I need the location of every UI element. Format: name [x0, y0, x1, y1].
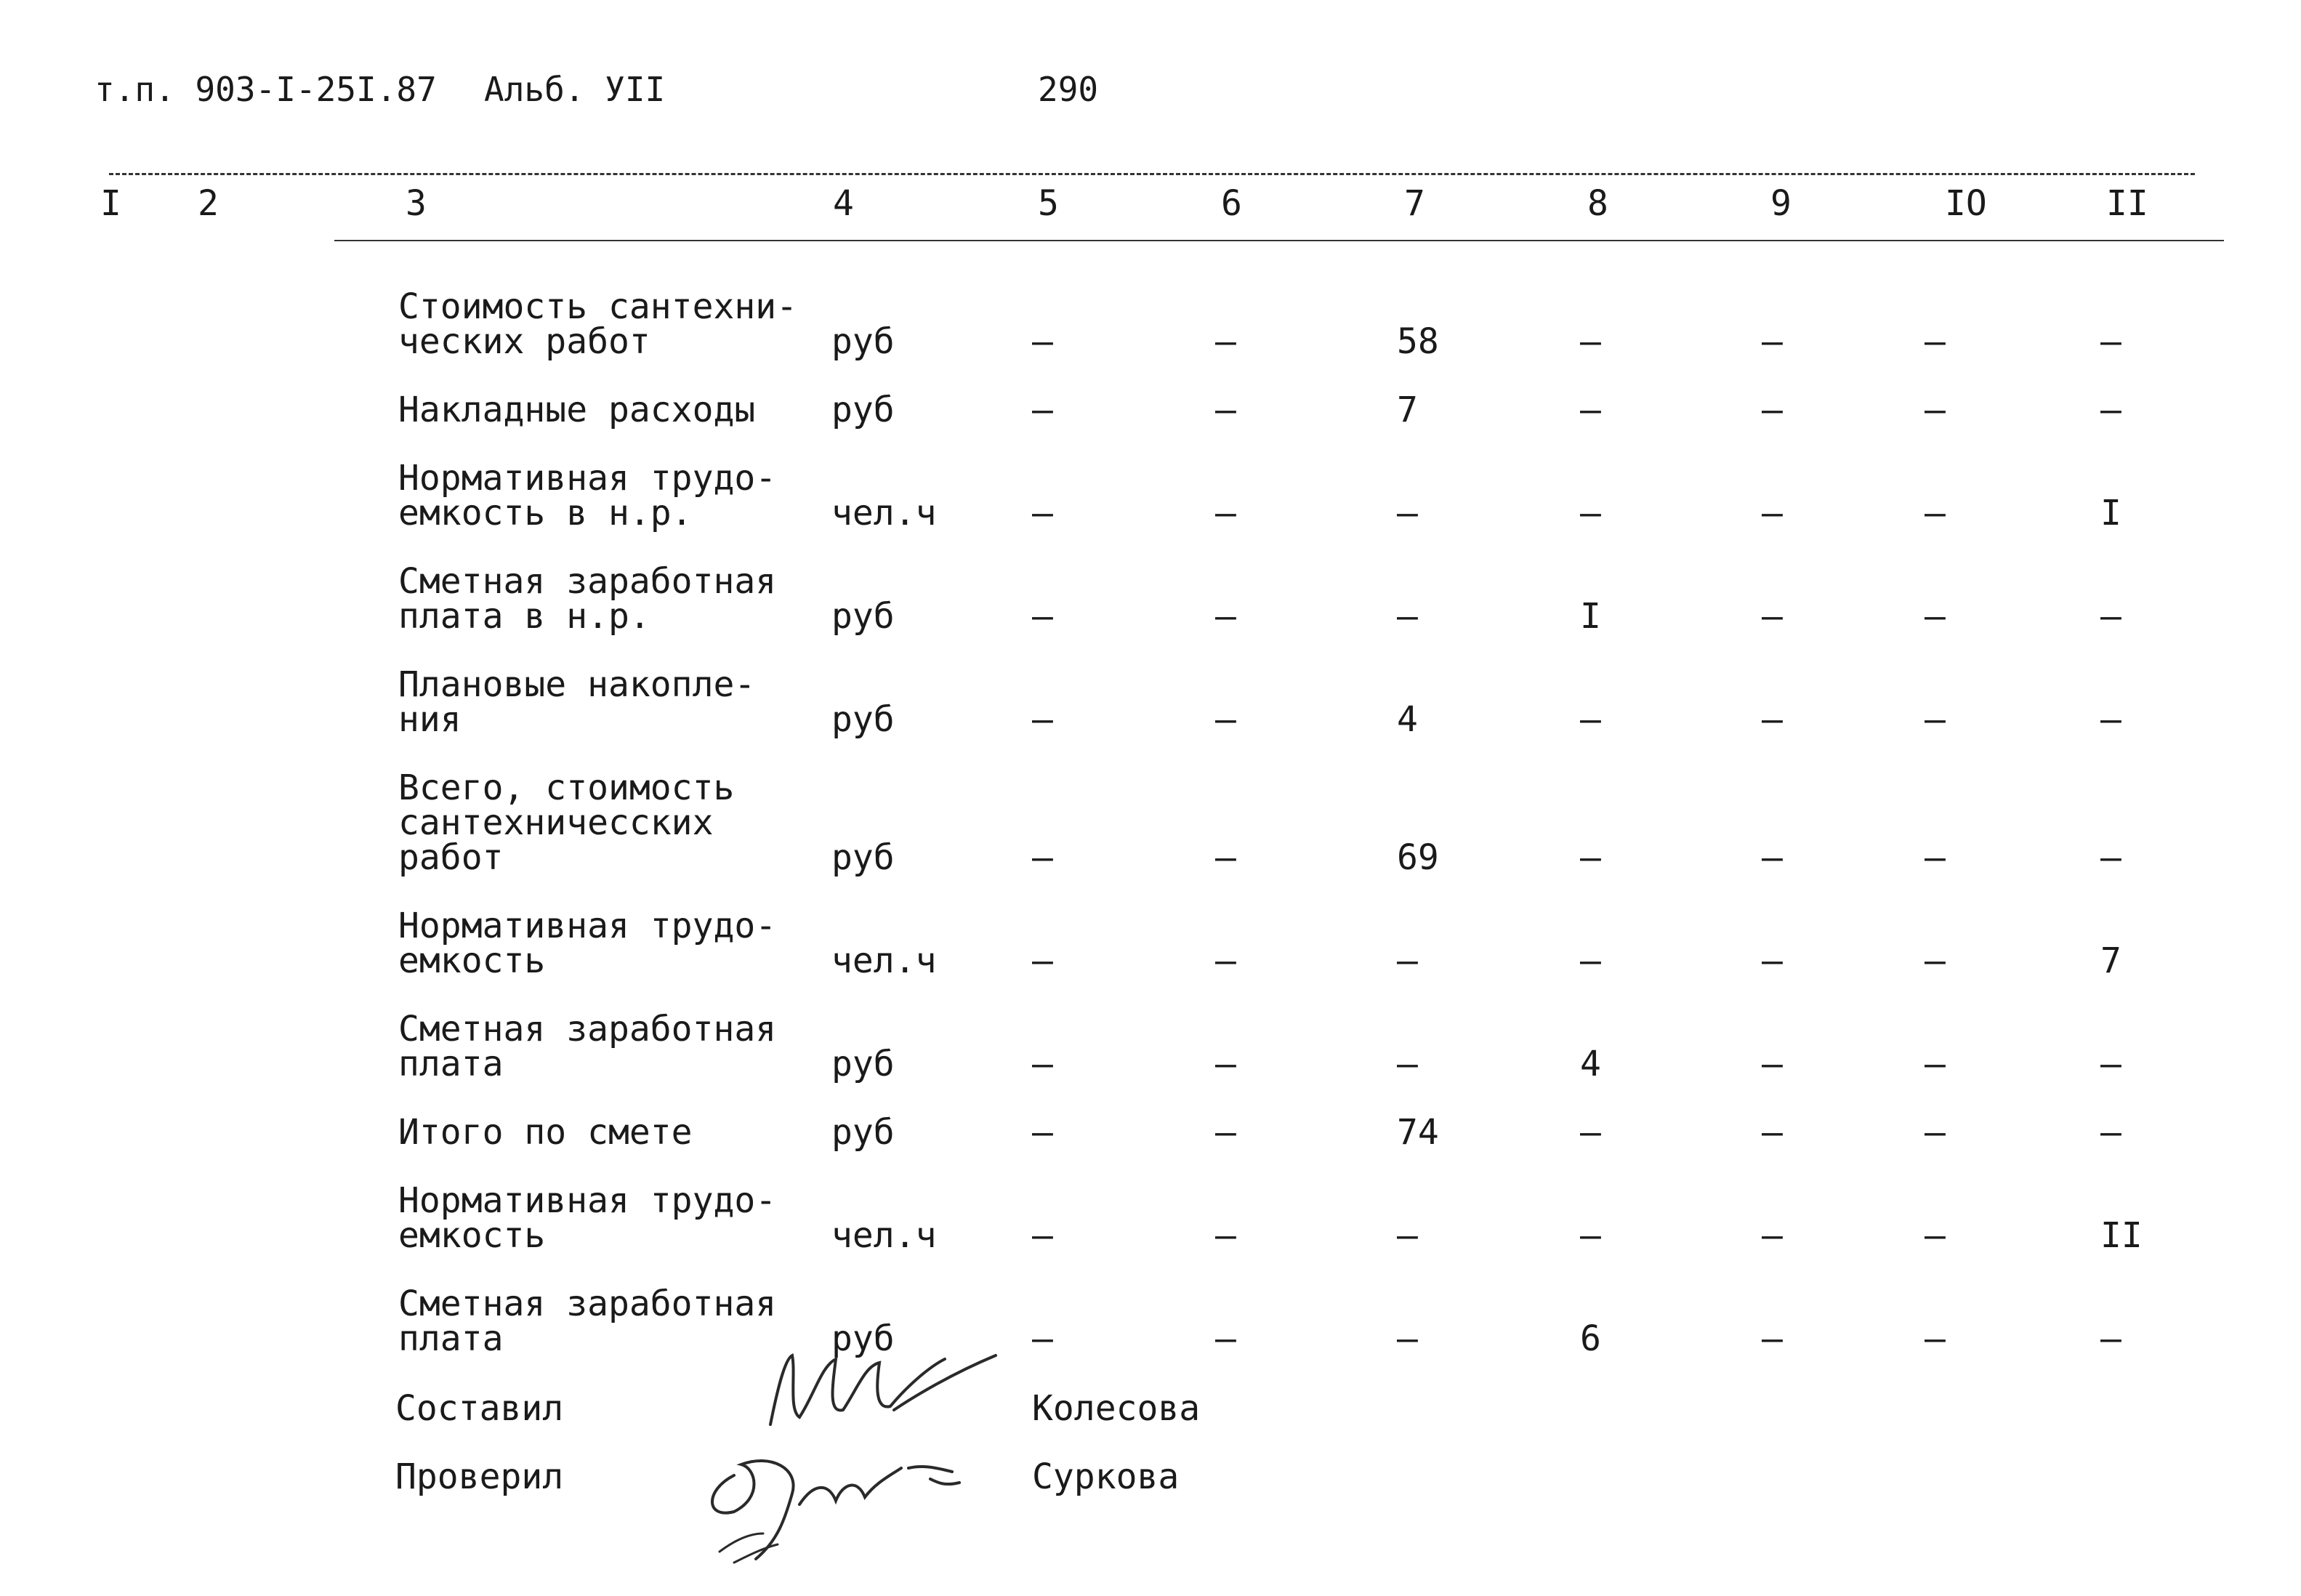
cell-c9: –	[1762, 493, 1783, 533]
table-row	[0, 1112, 2301, 1153]
column-number-2: 2	[198, 183, 219, 224]
table-row	[0, 1180, 2301, 1256]
cell-c9: –	[1762, 596, 1783, 637]
cell-c7: –	[1397, 1044, 1418, 1084]
row-label: Нормативная трудо- емкость	[398, 906, 777, 981]
cell-c11: –	[2100, 390, 2121, 430]
row-label: Стоимость сантехни- ческих работ	[398, 286, 798, 362]
cell-c7: –	[1397, 1215, 1418, 1256]
cell-c11: –	[2100, 321, 2121, 362]
cell-c8: –	[1580, 321, 1601, 362]
table-row	[0, 390, 2301, 430]
row-unit: руб	[831, 596, 895, 637]
column-number-11: II	[2106, 183, 2148, 224]
cell-c11: II	[2100, 1215, 2143, 1256]
compiled-by-name: Колесова	[1032, 1388, 1201, 1429]
row-label: Плановые накопле- ния	[398, 664, 756, 740]
cell-c7: –	[1397, 1318, 1418, 1359]
cell-c7: 74	[1397, 1112, 1439, 1153]
cell-c9: –	[1762, 1318, 1783, 1359]
cell-c8: –	[1580, 493, 1601, 533]
cell-c10: –	[1925, 321, 1946, 362]
cell-c9: –	[1762, 390, 1783, 430]
cell-c6: –	[1215, 1112, 1236, 1153]
cell-c5: –	[1032, 837, 1053, 878]
cell-c11: I	[2100, 493, 2121, 533]
cell-c10: –	[1925, 1215, 1946, 1256]
cell-c9: –	[1762, 837, 1783, 878]
column-number-5: 5	[1038, 183, 1059, 224]
cell-c7: 7	[1397, 390, 1418, 430]
cell-c7: 58	[1397, 321, 1439, 362]
cell-c6: –	[1215, 1215, 1236, 1256]
cell-c8: –	[1580, 1112, 1601, 1153]
table-row	[0, 1009, 2301, 1084]
row-unit: руб	[831, 1318, 895, 1359]
cell-c11: –	[2100, 1318, 2121, 1359]
table-row	[0, 458, 2301, 533]
cell-c5: –	[1032, 1112, 1053, 1153]
album-label: Альб. УII	[484, 70, 666, 109]
cell-c6: –	[1215, 699, 1236, 740]
column-number-1: I	[100, 183, 121, 224]
cell-c5: –	[1032, 1318, 1053, 1359]
row-unit: руб	[831, 837, 895, 878]
cell-c7: –	[1397, 940, 1418, 981]
cell-c10: –	[1925, 596, 1946, 637]
cell-c7: 4	[1397, 699, 1418, 740]
checked-by-label: Проверил	[395, 1456, 564, 1497]
row-unit: чел.ч	[831, 1215, 937, 1256]
cell-c5: –	[1032, 1044, 1053, 1084]
cell-c7: 69	[1397, 837, 1439, 878]
row-unit: руб	[831, 1044, 895, 1084]
row-label: Итого по смете	[398, 1112, 693, 1153]
cell-c9: –	[1762, 1044, 1783, 1084]
cell-c9: –	[1762, 321, 1783, 362]
column-number-4: 4	[833, 183, 854, 224]
cell-c8: I	[1580, 596, 1601, 637]
cell-c9: –	[1762, 1112, 1783, 1153]
page-number: 290	[1038, 70, 1099, 109]
cell-c8: 6	[1580, 1318, 1601, 1359]
cell-c11: –	[2100, 1044, 2121, 1084]
cell-c5: –	[1032, 596, 1053, 637]
row-unit: руб	[831, 1112, 895, 1153]
table-row	[0, 664, 2301, 740]
cell-c11: –	[2100, 699, 2121, 740]
column-number-10: IO	[1945, 183, 1987, 224]
cell-c8: –	[1580, 699, 1601, 740]
cell-c8: –	[1580, 940, 1601, 981]
row-unit: чел.ч	[831, 940, 937, 981]
cell-c8: –	[1580, 837, 1601, 878]
table-row	[0, 286, 2301, 362]
column-number-3: 3	[406, 183, 427, 224]
column-number-7: 7	[1404, 183, 1425, 224]
cell-c11: 7	[2100, 940, 2121, 981]
cell-c6: –	[1215, 390, 1236, 430]
row-label: Нормативная трудо- емкость в н.р.	[398, 458, 777, 533]
cell-c10: –	[1925, 699, 1946, 740]
row-unit: чел.ч	[831, 493, 937, 533]
cell-c8: –	[1580, 390, 1601, 430]
cell-c11: –	[2100, 837, 2121, 878]
checked-by-name: Суркова	[1032, 1456, 1180, 1497]
column-number-6: 6	[1221, 183, 1242, 224]
cell-c8: 4	[1580, 1044, 1601, 1084]
row-unit: руб	[831, 699, 895, 740]
cell-c6: –	[1215, 837, 1236, 878]
cell-c9: –	[1762, 940, 1783, 981]
row-label: Сметная заработная плата	[398, 1009, 777, 1084]
cell-c5: –	[1032, 699, 1053, 740]
column-number-9: 9	[1770, 183, 1792, 224]
row-label: Нормативная трудо- емкость	[398, 1180, 777, 1256]
cell-c6: –	[1215, 493, 1236, 533]
cell-c5: –	[1032, 321, 1053, 362]
compiled-by-label: Составил	[395, 1388, 564, 1429]
cell-c6: –	[1215, 596, 1236, 637]
cell-c11: –	[2100, 596, 2121, 637]
table-header-rule	[334, 240, 2224, 241]
cell-c10: –	[1925, 940, 1946, 981]
cell-c6: –	[1215, 321, 1236, 362]
table-row	[0, 1283, 2301, 1359]
cell-c9: –	[1762, 699, 1783, 740]
cell-c10: –	[1925, 1112, 1946, 1153]
cell-c9: –	[1762, 1215, 1783, 1256]
row-label: Накладные расходы	[398, 390, 756, 430]
row-label: Всего, стоимость сантехничесских работ	[398, 767, 735, 878]
row-unit: руб	[831, 321, 895, 362]
column-number-8: 8	[1587, 183, 1608, 224]
cell-c6: –	[1215, 1044, 1236, 1084]
cell-c7: –	[1397, 493, 1418, 533]
table-top-rule	[109, 173, 2195, 175]
cell-c5: –	[1032, 1215, 1053, 1256]
table-row	[0, 906, 2301, 981]
table-row	[0, 767, 2301, 878]
cell-c6: –	[1215, 1318, 1236, 1359]
cell-c5: –	[1032, 493, 1053, 533]
signature-checker	[690, 1424, 1010, 1570]
cell-c5: –	[1032, 940, 1053, 981]
cell-c11: –	[2100, 1112, 2121, 1153]
cell-c10: –	[1925, 1318, 1946, 1359]
cell-c10: –	[1925, 493, 1946, 533]
cell-c10: –	[1925, 390, 1946, 430]
cell-c5: –	[1032, 390, 1053, 430]
row-label: Сметная заработная плата	[398, 1283, 777, 1359]
table-row	[0, 561, 2301, 637]
row-unit: руб	[831, 390, 895, 430]
cell-c8: –	[1580, 1215, 1601, 1256]
cell-c10: –	[1925, 1044, 1946, 1084]
cell-c10: –	[1925, 837, 1946, 878]
cell-c7: –	[1397, 596, 1418, 637]
doc-reference: т.п. 903-I-25I.87	[94, 70, 437, 109]
row-label: Сметная заработная плата в н.р.	[398, 561, 777, 637]
cell-c6: –	[1215, 940, 1236, 981]
